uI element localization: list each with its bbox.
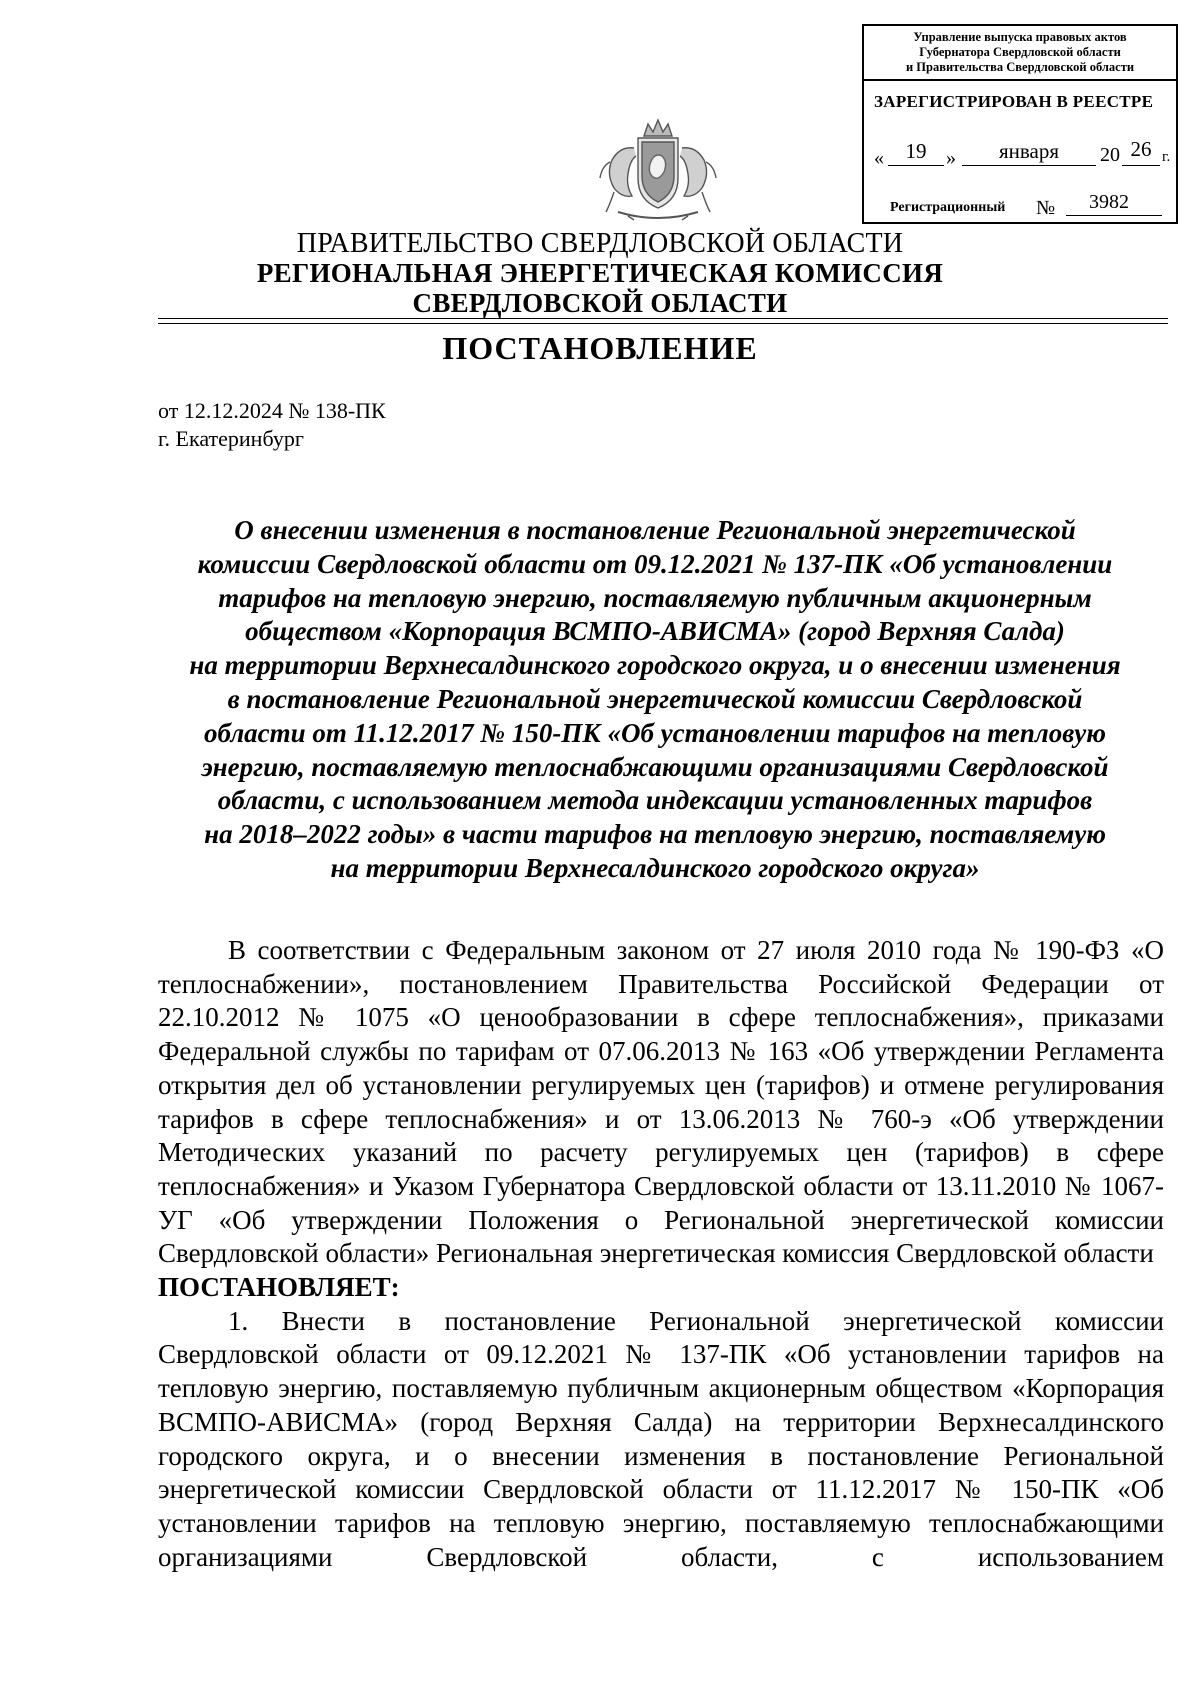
coat-of-arms-icon xyxy=(588,116,728,224)
header-divider-thin xyxy=(158,323,1168,324)
government-title: ПРАВИТЕЛЬСТВО СВЕРДЛОВСКОЙ ОБЛАСТИ xyxy=(296,228,904,259)
item-1-paragraph: 1. Внести в постановление Региональной энергетической комиссии Свердловской области от 09.12.2021 № 137-ПК «Об установлении тарифов на тепловую энергию, поставляемую публичным акционерным обществом «Корпорация ВСМПО-АВИСМА» (город Верхняя Салда) на территории Верхнесалдинского городского округа, и о внесении изменения в постановление Региональной энергетической комиссии Свердловской области от 11.12.2017 № 150-ПК «Об установлении тарифов на тепловую энергию, поставляемую теплоснабжающими организациями Свердловской области, с использованием xyxy=(158,1305,1164,1572)
subject-line: тарифов на тепловую энергию, поставляемую публичным акционерным xyxy=(218,582,1092,613)
subject-line: области, с использованием метода индексации установленных тарифов xyxy=(217,785,1093,816)
header-divider xyxy=(158,318,1168,319)
stamp-year: 26 xyxy=(1130,137,1152,161)
subject-line: энергию, поставляемую теплоснабжающими организациями Свердловской xyxy=(201,751,1109,782)
commission-title-line2: СВЕРДЛОВСКОЙ ОБЛАСТИ xyxy=(412,288,788,318)
subject-line: на территории Верхнесалдинского городского округа, и о внесении изменения xyxy=(189,650,1121,681)
commission-title-line1: РЕГИОНАЛЬНАЯ ЭНЕРГЕТИЧЕСКАЯ КОМИССИЯ xyxy=(256,258,944,288)
subject-line: области от 11.12.2017 № 150-ПК «Об установлении тарифов на тепловую xyxy=(204,717,1106,748)
stamp-year-unit: г. xyxy=(1162,149,1171,165)
stamp-day-line xyxy=(888,165,944,166)
stamp-registered-label: ЗАРЕГИСТРИРОВАН В РЕЕСТРЕ xyxy=(874,92,1154,111)
stamp-quote-close: » xyxy=(946,147,956,169)
registration-stamp xyxy=(862,24,1178,224)
stamp-number-sign: № xyxy=(1036,197,1056,219)
stamp-month-line xyxy=(962,165,1096,166)
subject-line: на территории Верхнесалдинского городского округа» xyxy=(330,852,980,883)
subject-line: обществом «Корпорация ВСМПО-АВИСМА» (город Верхняя Салда) xyxy=(245,616,1065,647)
subject-line: на 2018–2022 годы» в части тарифов на тепловую энергию, поставляемую xyxy=(204,819,1106,850)
decree-heading: ПОСТАНОВЛЯЕТ: xyxy=(158,1272,400,1303)
stamp-year-prefix: 20 xyxy=(1100,144,1120,166)
stamp-header-line: Губернатора Свердловской области xyxy=(919,45,1121,59)
stamp-month: января xyxy=(998,139,1060,163)
stamp-number-line xyxy=(1066,215,1162,216)
stamp-date xyxy=(874,130,1174,170)
stamp-number-label: Регистрационный xyxy=(890,200,1006,215)
stamp-header-line: Управление выпуска правовых актов xyxy=(913,30,1127,44)
subject-line: в постановление Региональной энергетической комиссии Свердловской xyxy=(227,683,1083,714)
document-city: г. Екатеринбург xyxy=(158,426,304,451)
subject-line: комиссии Свердловской области от 09.12.2021 № 137-ПК «Об установлении xyxy=(197,548,1113,579)
document-subject xyxy=(150,514,1160,886)
stamp-number-value: 3982 xyxy=(1089,191,1129,213)
document-body xyxy=(158,934,1164,1574)
document-type-title: ПОСТАНОВЛЕНИЕ xyxy=(442,330,758,366)
stamp-header xyxy=(864,26,1176,81)
stamp-day: 19 xyxy=(905,139,927,163)
stamp-registration-number xyxy=(890,180,1170,220)
stamp-quote-open: « xyxy=(874,147,884,169)
stamp-header-line: и Правительства Свердловской области xyxy=(905,60,1135,74)
stamp-year-line xyxy=(1122,165,1160,166)
subject-line: О внесении изменения в постановление Региональной энергетической xyxy=(234,515,1076,545)
preamble-paragraph: В соответствии с Федеральным законом от 27 июля 2010 года № 190-ФЗ «О теплоснабжении», постановлением Правительства Российской Федерации от 22.10.2012 № 1075 «О ценообразовании в сфере теплоснабжения», приказами Федеральной службы по тарифам от 07.06.2013 № 163 «Об утверждении Регламента открытия дел об установлении регулируемых цен (тарифов) и отмене регулирования тарифов в сфере теплоснабжения» и от 13.06.2013 № 760-э «Об утверждении Методических указаний по расчету регулируемых цен (тарифов) в сфере теплоснабжения» и Указом Губернатора Свердловской области от 13.11.2010 № 1067-УГ «Об утверждении Положения о Региональной энергетической комиссии Свердловской области» Региональная энергетическая комиссия Свердловской области xyxy=(158,935,1164,1269)
document-date-number: от 12.12.2024 № 138-ПК xyxy=(158,398,386,423)
